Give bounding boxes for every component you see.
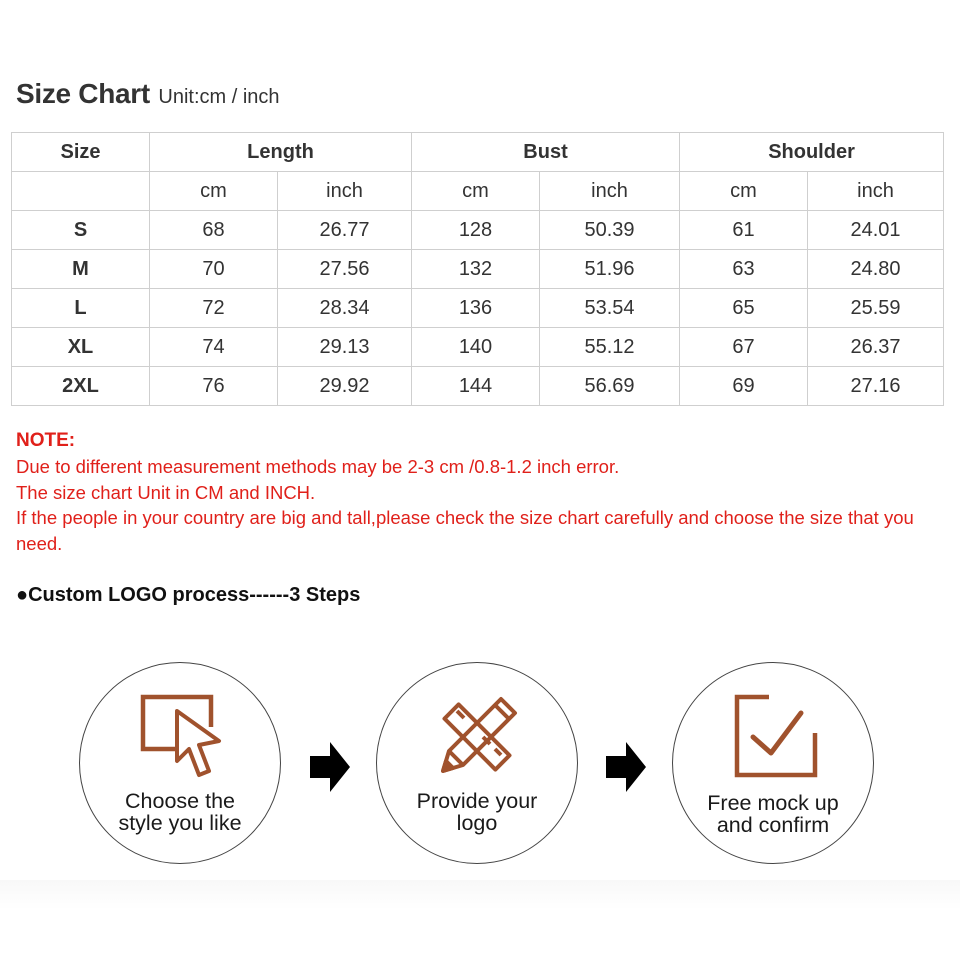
table-cell: 53.54 [540,289,680,328]
table-cell: 140 [412,328,540,367]
step-caption-line2: and confirm [716,813,830,837]
note-heading: NOTE: [16,430,76,451]
table-cell: 70 [150,250,278,289]
table-header-row [12,133,944,172]
step-caption-line1: Free mock up [707,791,839,815]
table-cell: 24.80 [808,250,944,289]
step-caption-line1: Provide your [416,789,538,813]
table-cell: 132 [412,250,540,289]
table-cell: 67 [680,328,808,367]
table-cell [12,172,150,211]
size-cell: M [12,250,150,289]
divider [0,880,960,910]
table-cell: 26.77 [278,211,412,250]
table-cell: 29.13 [278,328,412,367]
table-row [12,328,944,367]
size-table [11,132,944,406]
size-cell: L [12,289,150,328]
step-caption-line2: logo [456,811,498,835]
subheader-cell: inch [278,172,412,211]
table-cell: 144 [412,367,540,406]
table-cell: 56.69 [540,367,680,406]
subheader-cell: inch [540,172,680,211]
note-block [16,428,946,557]
note-line: If the people in your country are big and tall,please check the size chart carefully and choose the size that you need. [16,507,914,555]
table-subheader-row [12,172,944,211]
subheader-cell: cm [150,172,278,211]
table-cell: 29.92 [278,367,412,406]
column-header: Bust [412,133,680,172]
table-cell: 72 [150,289,278,328]
note-line: The size chart Unit in CM and INCH. [16,481,316,503]
step-circle-3 [672,662,874,864]
table-cell: 128 [412,211,540,250]
size-chart-title [16,78,280,110]
arrow-right-icon [308,740,352,794]
table-cell: 136 [412,289,540,328]
table-cell: 26.37 [808,328,944,367]
subheader-cell: inch [808,172,944,211]
note-line: Due to different measurement methods may be 2-3 cm /0.8-1.2 inch error. [16,455,620,477]
table-cell: 28.34 [278,289,412,328]
column-header: Shoulder [680,133,944,172]
table-row [12,250,944,289]
table-cell: 68 [150,211,278,250]
table-cell: 69 [680,367,808,406]
subheader-cell: cm [680,172,808,211]
size-cell: XL [12,328,150,367]
arrow-right-icon [604,740,648,794]
table-cell: 50.39 [540,211,680,250]
column-header: Length [150,133,412,172]
column-header: Size [12,133,150,172]
table-cell: 55.12 [540,328,680,367]
table-cell: 63 [680,250,808,289]
table-cell: 74 [150,328,278,367]
step-circle-2 [376,662,578,864]
table-cell: 76 [150,367,278,406]
size-cell: S [12,211,150,250]
table-cell: 24.01 [808,211,944,250]
table-row [12,367,944,406]
step-caption-line1: Choose the [125,789,235,813]
table-cell: 51.96 [540,250,680,289]
size-cell: 2XL [12,367,150,406]
table-row [12,211,944,250]
page-title: Size Chart [16,78,150,109]
unit-label: Unit:cm / inch [158,86,280,108]
subheader-cell: cm [412,172,540,211]
table-cell: 25.59 [808,289,944,328]
table-cell: 61 [680,211,808,250]
table-row [12,289,944,328]
checkbox-icon [731,691,821,781]
table-cell: 65 [680,289,808,328]
process-heading: ●Custom LOGO process------3 Steps [16,584,361,606]
cursor-click-icon [135,689,225,784]
pencil-ruler-icon [431,689,525,783]
table-cell: 27.16 [808,367,944,406]
table-cell: 27.56 [278,250,412,289]
step-caption-line2: style you like [118,811,242,835]
step-circle-1 [79,662,281,864]
